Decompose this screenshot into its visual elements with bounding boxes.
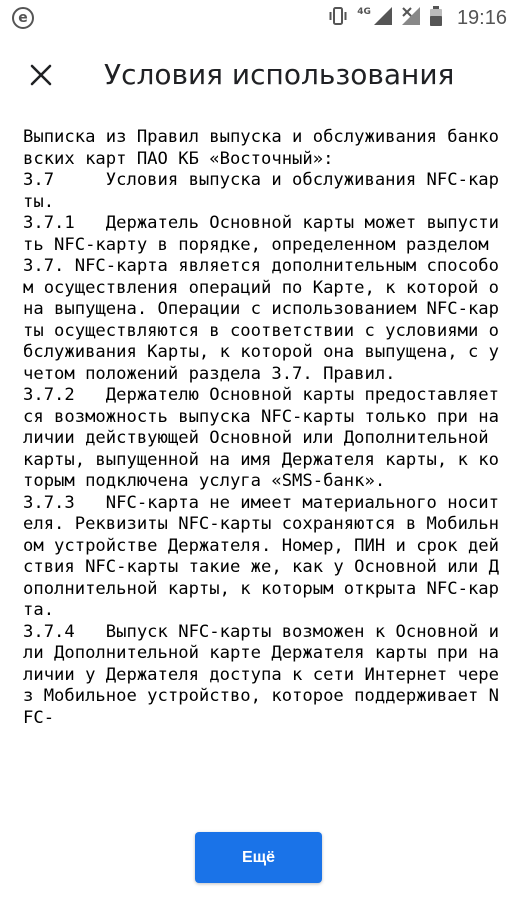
battery-icon xyxy=(429,5,443,31)
signal-4g-icon xyxy=(373,6,393,30)
clock: 19:16 xyxy=(456,6,507,29)
network-type-label: 4G xyxy=(357,7,371,17)
app-bar xyxy=(0,44,517,108)
vibrate-icon xyxy=(327,5,349,31)
signal-no-sim-icon xyxy=(401,6,421,30)
status-icons xyxy=(327,0,507,36)
terms-text: Выписка из Правил выпуска и обслуживания банковских карт ПАО КБ «Восточный»: 3.7 Условия выпуска и обслуживания NFC-карты. 3.7.1 Держатель Основной карты может выпустить NFC-карту в порядке, определенном разделом 3.7. NFC-карта является дополнительным способом осуществления операций по Карте, к которой она выпущена. Операции с использованием NFC-карты осуществляются в соответствии с условиями обслуживания Карты, к которой она выпущена, с учетом положений раздела 3.7. Правил. 3.7.2 Держателю Основной карты предоставляется возможность выпуска NFC-карты только при наличии действующей Основной или Дополнительной карты, выпущенной на имя Держателя карты, к которым подключена услуга «SMS-банк». 3.7.3 NFC-карта не имеет материального носителя. Реквизиты NFC-карты сохраняются в Мобильном устройстве Держателя. Номер, ПИН и срок действия NFC-карты такие же, как у Основной или Дополнительной карты, к которым открыта NFC-карта. 3.7.4 Выпуск NFC-карты возможен к Основной или Дополнительной карте Держателя карты при наличии у Держателя доступа к сети Интернет через Мобильное устройство, которое поддерживает NFC- xyxy=(23,127,499,728)
terms-fade xyxy=(0,786,517,800)
close-button[interactable] xyxy=(22,56,60,94)
app-notification-icon: e xyxy=(12,7,34,29)
status-bar xyxy=(0,0,517,36)
more-button[interactable]: Ещё xyxy=(195,832,322,883)
close-icon xyxy=(30,64,52,86)
page-title: Условия использования xyxy=(104,58,455,91)
